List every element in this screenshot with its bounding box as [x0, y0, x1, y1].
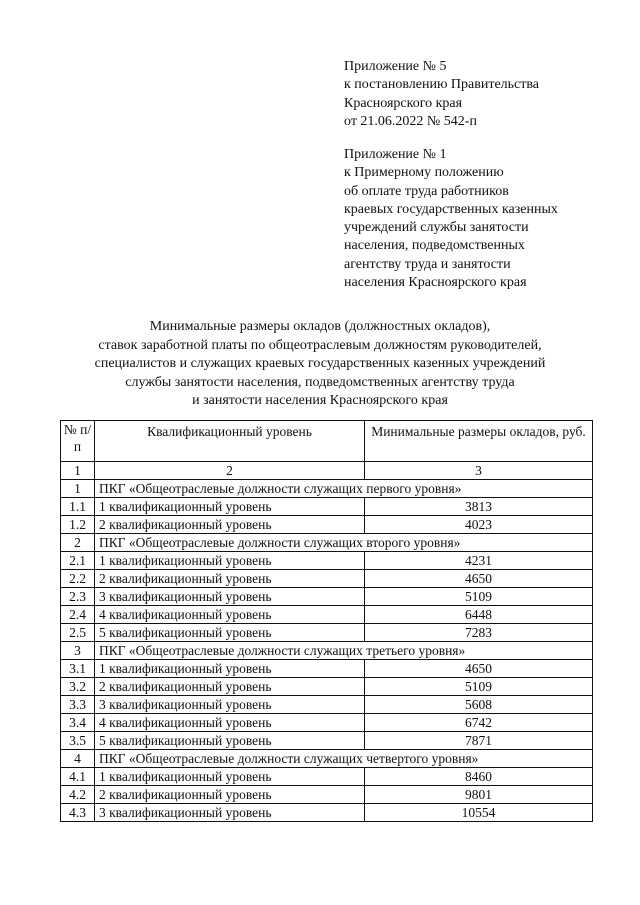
row-num: 2.5 — [61, 624, 95, 642]
row-salary: 7283 — [365, 624, 593, 642]
table-row — [61, 714, 593, 732]
row-level: 2 квалификационный уровень — [95, 516, 365, 534]
group-title: ПКГ «Общеотраслевые должности служащих третьего уровня» — [95, 642, 593, 660]
row-salary: 6448 — [365, 606, 593, 624]
title-line: службы занятости населения, подведомственных агентству труда — [125, 374, 515, 390]
annex-line: к постановлению Правительства — [344, 77, 540, 93]
group-row — [61, 480, 593, 498]
row-level: 1 квалификационный уровень — [95, 552, 365, 570]
row-level: 1 квалификационный уровень — [95, 768, 365, 786]
row-salary: 6742 — [365, 714, 593, 732]
row-salary: 3813 — [365, 498, 593, 516]
annex-line: Приложение № 1 — [344, 147, 447, 162]
annex-line: краевых государственных казенных — [344, 201, 558, 217]
annex-line: Приложение № 5 — [344, 59, 447, 74]
table-header-row — [61, 421, 593, 462]
row-level: 1 квалификационный уровень — [95, 498, 365, 516]
table-row — [61, 804, 593, 822]
row-num: 2.3 — [61, 588, 95, 606]
colnum-2: 2 — [95, 462, 365, 480]
row-num: 4.3 — [61, 804, 95, 822]
group-title: ПКГ «Общеотраслевые должности служащих первого уровня» — [95, 480, 593, 498]
annex-line: Красноярского края — [344, 95, 463, 111]
annex-line: населения Красноярского края — [344, 275, 527, 291]
row-salary: 4023 — [365, 516, 593, 534]
row-level: 2 квалификационный уровень — [95, 570, 365, 588]
row-level: 3 квалификационный уровень — [95, 588, 365, 606]
table-row — [61, 786, 593, 804]
row-salary: 4650 — [365, 570, 593, 588]
annex-line: к Примерному положению — [344, 165, 504, 181]
group-title: ПКГ «Общеотраслевые должности служащих второго уровня» — [95, 534, 593, 552]
table-row — [61, 552, 593, 570]
row-num: 2.4 — [61, 606, 95, 624]
table-row — [61, 516, 593, 534]
table-row — [61, 768, 593, 786]
row-level: 2 квалификационный уровень — [95, 678, 365, 696]
row-num: 3 — [61, 642, 95, 660]
row-num: 4.2 — [61, 786, 95, 804]
group-title: ПКГ «Общеотраслевые должности служащих четвертого уровня» — [95, 750, 593, 768]
row-salary: 4231 — [365, 552, 593, 570]
table-row — [61, 732, 593, 750]
header-salary: Минимальные размеры окладов, руб. — [365, 421, 593, 462]
annex-line: агентству труда и занятости — [344, 256, 511, 272]
colnum-1: 1 — [61, 462, 95, 480]
row-salary: 4650 — [365, 660, 593, 678]
table-row — [61, 660, 593, 678]
group-row — [61, 642, 593, 660]
row-num: 4.1 — [61, 768, 95, 786]
row-salary: 10554 — [365, 804, 593, 822]
annex-line: населения, подведомственных — [344, 238, 525, 254]
row-salary: 5608 — [365, 696, 593, 714]
row-level: 1 квалификационный уровень — [95, 660, 365, 678]
row-num: 3.1 — [61, 660, 95, 678]
row-salary: 5109 — [365, 678, 593, 696]
row-salary: 9801 — [365, 786, 593, 804]
row-num: 1.1 — [61, 498, 95, 516]
row-num: 2.1 — [61, 552, 95, 570]
row-level: 5 квалификационный уровень — [95, 732, 365, 750]
column-number-row — [61, 462, 593, 480]
row-num: 1.2 — [61, 516, 95, 534]
row-level: 5 квалификационный уровень — [95, 624, 365, 642]
row-num: 1 — [61, 480, 95, 498]
row-num: 4 — [61, 750, 95, 768]
group-row — [61, 534, 593, 552]
row-num: 3.2 — [61, 678, 95, 696]
table-row — [61, 498, 593, 516]
annex-line: об оплате труда работников — [344, 183, 509, 199]
annex-1-header — [344, 146, 558, 292]
row-num: 3.5 — [61, 732, 95, 750]
table-row — [61, 696, 593, 714]
row-level: 3 квалификационный уровень — [95, 696, 365, 714]
row-salary: 7871 — [365, 732, 593, 750]
row-salary: 8460 — [365, 768, 593, 786]
colnum-3: 3 — [365, 462, 593, 480]
table-row — [61, 624, 593, 642]
annex-5-header — [344, 58, 539, 131]
header-level: Квалификационный уровень — [95, 421, 365, 462]
title-line: и занятости населения Красноярского края — [192, 393, 448, 409]
row-num: 3.4 — [61, 714, 95, 732]
salary-table — [60, 420, 593, 822]
row-level: 4 квалификационный уровень — [95, 714, 365, 732]
table-row — [61, 588, 593, 606]
title-line: ставок заработной платы по общеотраслевым должностям руководителей, — [98, 337, 542, 353]
row-level: 2 квалификационный уровень — [95, 786, 365, 804]
title-line: специалистов и служащих краевых государственных казенных учреждений — [94, 356, 546, 372]
row-num: 2 — [61, 534, 95, 552]
title-line: Минимальные размеры окладов (должностных окладов), — [149, 319, 491, 334]
row-level: 4 квалификационный уровень — [95, 606, 365, 624]
row-num: 3.3 — [61, 696, 95, 714]
table-row — [61, 678, 593, 696]
header-num: № п/п — [61, 421, 95, 462]
row-num: 2.2 — [61, 570, 95, 588]
annex-line: учреждений службы занятости — [344, 220, 529, 236]
table-row — [61, 570, 593, 588]
row-level: 3 квалификационный уровень — [95, 804, 365, 822]
group-row — [61, 750, 593, 768]
table-row — [61, 606, 593, 624]
document-title — [40, 318, 600, 411]
row-salary: 5109 — [365, 588, 593, 606]
annex-line: от 21.06.2022 № 542-п — [344, 113, 477, 129]
